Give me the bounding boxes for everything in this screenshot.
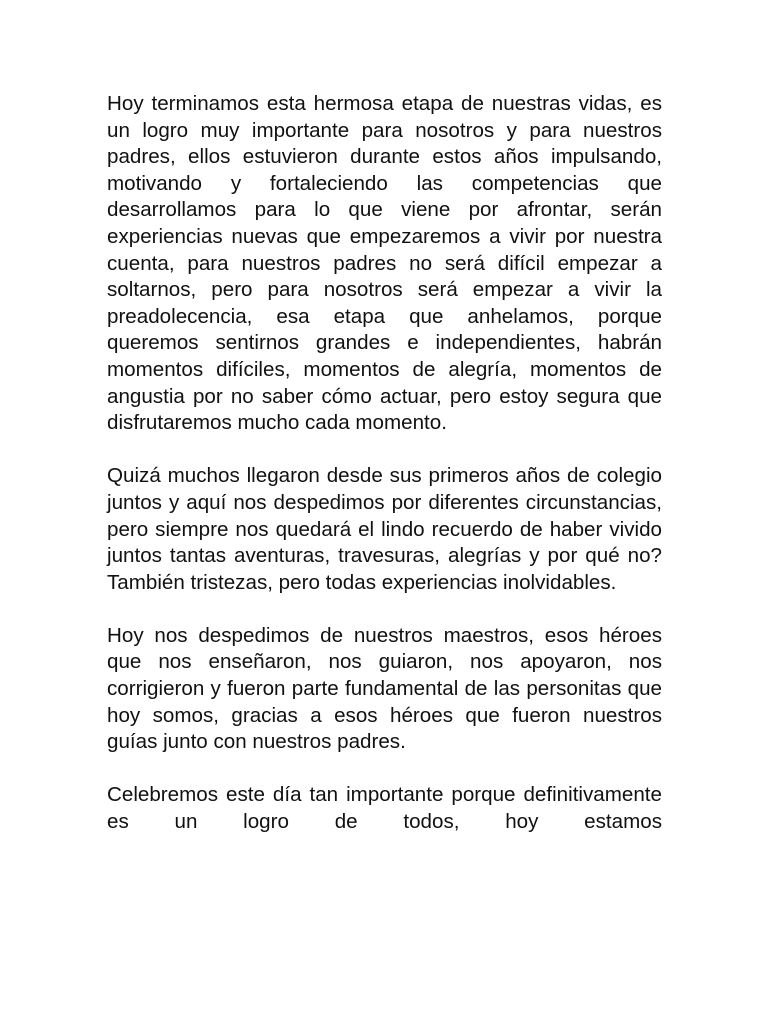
paragraph: Hoy nos despedimos de nuestros maestros, esos héroes que nos enseñaron, nos guiaron, nos apoyaron, nos corrigieron y fueron parte fundamental de las personitas que hoy somos, gracias a esos héroes que fueron nuestros guías junto con nuestros padres. [107,623,662,754]
paragraph: Quizá muchos llegaron desde sus primeros años de colegio juntos y aquí nos despedimos por diferentes circunstancias, pero siempre nos quedará el lindo recuerdo de haber vivido juntos tantas aventuras, travesuras, alegrías y por qué no? También tristezas, pero todas experiencias inolvidables. [107,464,662,594]
paragraph: Hoy terminamos esta hermosa etapa de nuestras vidas, es un logro muy importante para nosotros y para nuestros padres, ellos estuvieron durante estos años impulsando, motivando y fortaleciendo las competencias que desarrollamos para lo que viene por afrontar, serán experiencias nuevas que empezaremos a vivir por nuestra cuenta, para nuestros padres no será difícil empezar a soltarnos, pero para nosotros será empezar a vivir la preadolecencia, esa etapa que anhelamos, porque queremos sentirnos grandes e independientes, habrán momentos difíciles, momentos de alegría, momentos de angustia por no saber cómo actuar, pero estoy segura que disfrutaremos mucho cada momento. [107,92,662,435]
paragraph-continued: Celebremos este día tan importante porque definitivamente es un logro de todos, hoy estamos [107,783,662,834]
body-text [107,91,662,836]
